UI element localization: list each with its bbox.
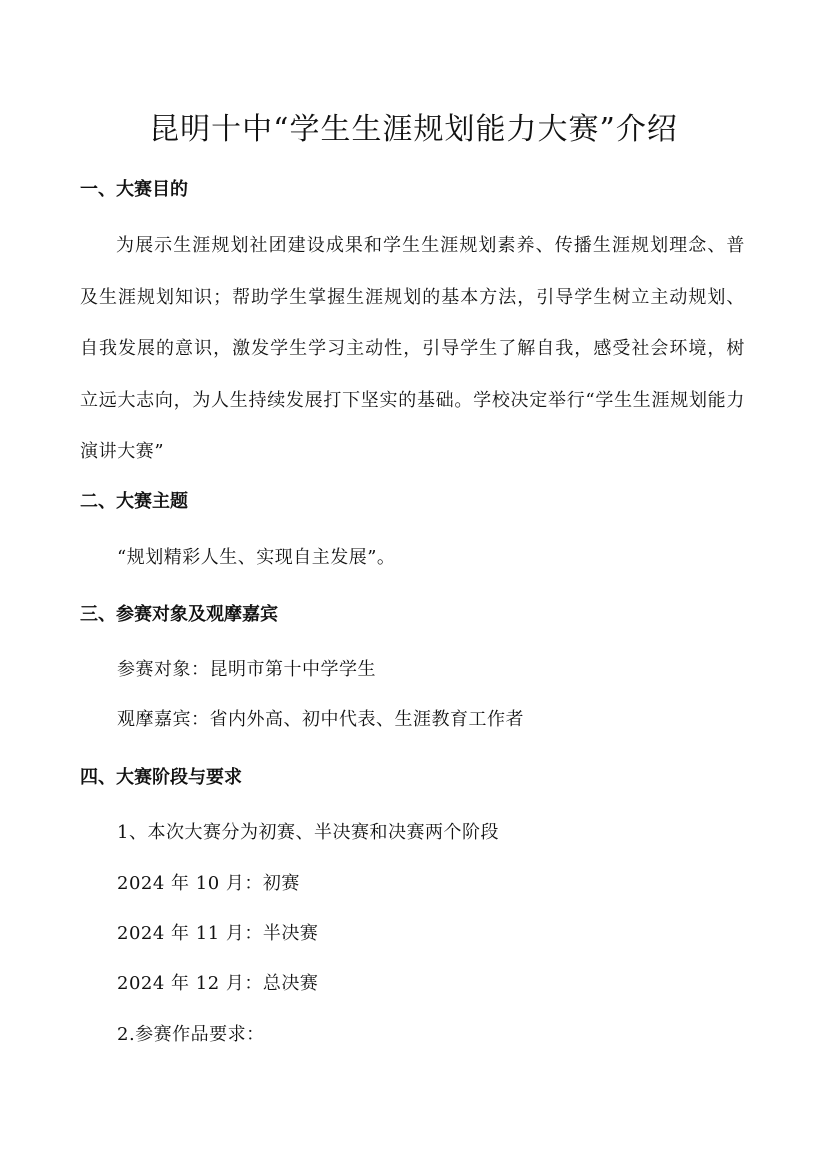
- entry-requirements-line: 2.参赛作品要求：: [117, 1024, 265, 1045]
- section-purpose-paragraph: 为展示生涯规划社团建设成果和学生生涯规划素养、传播生涯规划理念、普及生涯规划知识；帮助学生掌握生涯规划的基本方法，引导学生树立主动规划、自我发展的意识，激发学生学习主动性，引导学生了解自我，感受社会环境，树立远大志向，为人生持续发展打下坚实的基础。学校决定举行“学生生涯规划能力演讲大赛”: [80, 235, 745, 462]
- guests-line: 观摩嘉宾：省内外高、初中代表、生涯教育工作者: [117, 709, 524, 730]
- theme-line: “规划精彩人生、实现自主发展”。: [117, 547, 396, 568]
- stage-semifinal-line: 2024 年 11 月：半决赛: [117, 923, 319, 944]
- section-heading-purpose: 一、大赛目的: [80, 179, 188, 200]
- stages-intro-line: 1、本次大赛分为初赛、半决赛和决赛两个阶段: [117, 822, 499, 843]
- participants-line: 参赛对象：昆明市第十中学学生: [117, 659, 376, 680]
- section-heading-stages: 四、大赛阶段与要求: [80, 767, 242, 788]
- stage-final-line: 2024 年 12 月：总决赛: [117, 973, 319, 994]
- section-heading-participants: 三、参赛对象及观摩嘉宾: [80, 604, 278, 625]
- section-heading-theme: 二、大赛主题: [80, 491, 188, 512]
- stage-preliminary-line: 2024 年 10 月：初赛: [117, 873, 300, 894]
- document-title: 昆明十中“学生生涯规划能力大赛”介绍: [149, 112, 678, 147]
